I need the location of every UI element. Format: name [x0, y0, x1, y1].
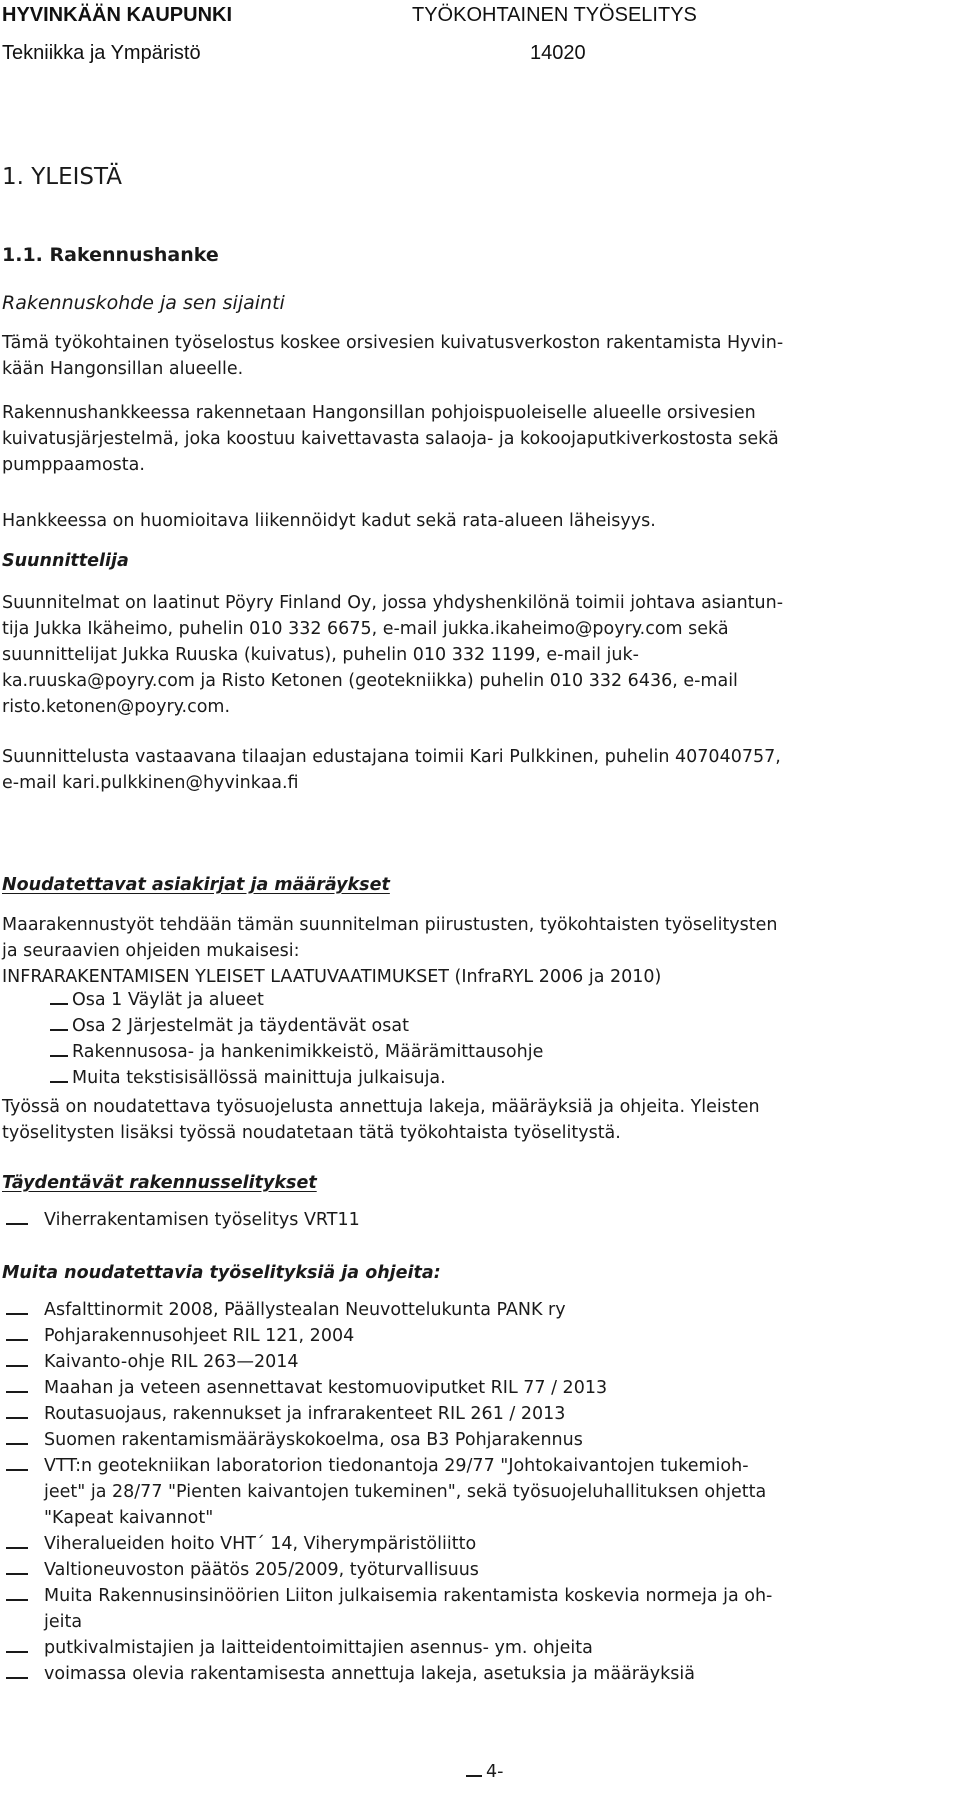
list-item-label: "Kapeat kaivannot"	[44, 1508, 214, 1528]
regulations-intro-line-2: ja seuraavien ohjeiden mukaisesi:	[2, 941, 300, 961]
org-name: HYVINKÄÄN KAUPUNKI	[2, 4, 233, 26]
other-heading: Muita noudatettavia työselityksiä ja ohjeita:	[2, 1263, 441, 1283]
dash-icon	[466, 1775, 482, 1777]
dash-icon	[6, 1313, 28, 1315]
supplementary-heading: Täydentävät rakennusselitykset	[2, 1173, 317, 1193]
dash-icon	[50, 1003, 68, 1005]
list-item-label: Rakennusosa- ja hankenimikkeistö, Määrämittausohje	[72, 1042, 544, 1062]
department: Tekniikka ja Ympäristö	[2, 42, 201, 64]
dash-icon	[6, 1443, 28, 1445]
subsection-title: 1.1. Rakennushanke	[2, 244, 219, 266]
dash-icon	[6, 1599, 28, 1601]
list-item-label: Osa 1 Väylät ja alueet	[72, 990, 264, 1010]
designer-p1-line-5: risto.ketonen@poyry.com.	[2, 697, 231, 717]
regulations-outro-line-2: työselitysten lisäksi työssä noudatetaan tätä työkohtaista työselitystä.	[2, 1123, 621, 1143]
document-title: TYÖKOHTAINEN TYÖSELITYS	[412, 4, 697, 26]
dash-icon	[6, 1339, 28, 1341]
designer-p1-line-3: suunnittelijat Jukka Ruuska (kuivatus), puhelin 010 332 1199, e-mail juk-	[2, 645, 639, 665]
designer-p2-line-1: Suunnittelusta vastaavana tilaajan edustajana toimii Kari Pulkkinen, puhelin 407040757,	[2, 747, 781, 767]
dash-icon	[6, 1573, 28, 1575]
location-p1-line-1: Tämä työkohtainen työselostus koskee orsivesien kuivatusverkoston rakentamista Hyvin-	[2, 333, 784, 353]
designer-p1-line-4: ka.ruuska@poyry.com ja Risto Ketonen (geotekniikka) puhelin 010 332 6436, e-mail	[2, 671, 738, 691]
dash-icon	[50, 1081, 68, 1083]
section-title: 1. YLEISTÄ	[2, 164, 123, 190]
location-p2-line-1: Rakennushankkeessa rakennetaan Hangonsillan pohjoispuoleiselle alueelle orsivesien	[2, 403, 756, 423]
list-item-label: jeet" ja 28/77 "Pienten kaivantojen tukeminen", sekä työsuojeluhallituksen ohjetta	[44, 1482, 767, 1502]
list-item-label: voimassa olevia rakentamisesta annettuja lakeja, asetuksia ja määräyksiä	[44, 1664, 695, 1684]
dash-icon	[6, 1677, 28, 1679]
list-item-label: Asfalttinormit 2008, Päällystealan Neuvottelukunta PANK ry	[44, 1300, 566, 1320]
list-item-label: jeita	[44, 1612, 83, 1632]
location-p3: Hankkeessa on huomioitava liikennöidyt kadut sekä rata-alueen läheisyys.	[2, 511, 656, 531]
list-item-label: Kaivanto-ohje RIL 263—2014	[44, 1352, 299, 1372]
list-item-label: Pohjarakennusohjeet RIL 121, 2004	[44, 1326, 355, 1346]
list-item-label: Muita tekstisisällössä mainittuja julkaisuja.	[72, 1068, 446, 1088]
location-p2-line-2: kuivatusjärjestelmä, joka koostuu kaivettavasta salaoja- ja kokoojaputkiverkostosta sekä	[2, 429, 779, 449]
page-number: 4-	[486, 1762, 504, 1782]
dash-icon	[6, 1417, 28, 1419]
location-p1-line-2: kään Hangonsillan alueelle.	[2, 359, 244, 379]
list-item-label: Valtioneuvoston päätös 205/2009, työturvallisuus	[44, 1560, 479, 1580]
dash-icon	[6, 1223, 28, 1225]
dash-icon	[6, 1547, 28, 1549]
list-item-label: VTT:n geotekniikan laboratorion tiedonantoja 29/77 "Johtokaivantojen tukemioh-	[44, 1456, 749, 1476]
regulations-outro-line-1: Työssä on noudatettava työsuojelusta annettuja lakeja, määräyksiä ja ohjeita. Yleisten	[2, 1097, 760, 1117]
regulations-intro-line-3: INFRARAKENTAMISEN YLEISET LAATUVAATIMUKSET (InfraRYL 2006 ja 2010)	[2, 967, 662, 987]
designer-heading: Suunnittelija	[2, 551, 129, 571]
dash-icon	[6, 1365, 28, 1367]
list-item-label: Maahan ja veteen asennettavat kestomuoviputket RIL 77 / 2013	[44, 1378, 608, 1398]
document-code: 14020	[530, 42, 586, 64]
dash-icon	[6, 1391, 28, 1393]
list-item-label: Suomen rakentamismääräyskokoelma, osa B3 Pohjarakennus	[44, 1430, 583, 1450]
list-item-label: putkivalmistajien ja laitteidentoimittajien asennus- ym. ohjeita	[44, 1638, 593, 1658]
dash-icon	[50, 1055, 68, 1057]
designer-p2-line-2: e-mail kari.pulkkinen@hyvinkaa.fi	[2, 773, 299, 793]
list-item-label: Viherrakentamisen työselitys VRT11	[44, 1210, 360, 1230]
designer-p1-line-2: tija Jukka Ikäheimo, puhelin 010 332 6675, e-mail jukka.ikaheimo@poyry.com sekä	[2, 619, 729, 639]
dash-icon	[6, 1469, 28, 1471]
regulations-heading: Noudatettavat asiakirjat ja määräykset	[2, 875, 390, 895]
dash-icon	[50, 1029, 68, 1031]
location-heading: Rakennuskohde ja sen sijainti	[2, 292, 285, 314]
designer-p1-line-1: Suunnitelmat on laatinut Pöyry Finland Oy, jossa yhdyshenkilönä toimii johtava asiantun-	[2, 593, 784, 613]
dash-icon	[6, 1651, 28, 1653]
list-item-label: Osa 2 Järjestelmät ja täydentävät osat	[72, 1016, 409, 1036]
list-item-label: Viheralueiden hoito VHT´ 14, Viherympäristöliitto	[44, 1534, 477, 1554]
list-item-label: Routasuojaus, rakennukset ja infrarakenteet RIL 261 / 2013	[44, 1404, 566, 1424]
regulations-intro-line-1: Maarakennustyöt tehdään tämän suunnitelman piirustusten, työkohtaisten työselitysten	[2, 915, 778, 935]
location-p2-line-3: pumppaamosta.	[2, 455, 145, 475]
list-item-label: Muita Rakennusinsinöörien Liiton julkaisemia rakentamista koskevia normeja ja oh-	[44, 1586, 773, 1606]
